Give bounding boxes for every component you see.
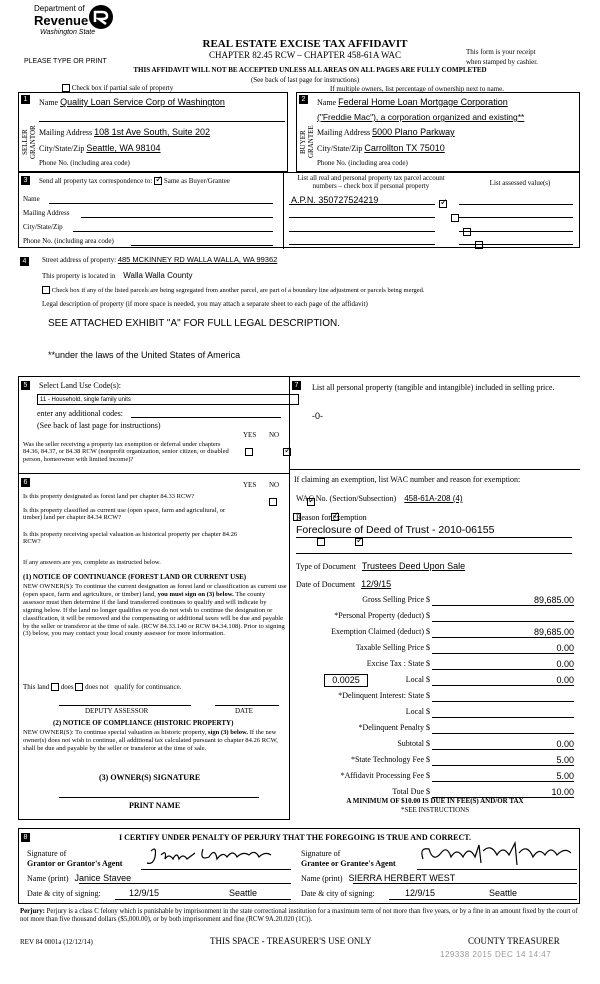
section-number-8: 8	[21, 833, 30, 842]
grantor-name-line	[79, 883, 291, 884]
seller-address-label: Mailing Address	[39, 128, 93, 137]
notice1-title: (1) NOTICE OF CONTINUANCE (FOREST LAND OR CURRENT USE)	[23, 573, 247, 581]
grantor-sig-label1: Signature of	[27, 849, 67, 858]
fee-row-excise-state-label: Excise Tax : State $	[366, 659, 430, 668]
deputy-date-label: DATE	[235, 707, 253, 715]
additional-codes-line	[131, 417, 281, 418]
notice1-text-a: NEW OWNER(S): To continue the current designation as forest land or classification as current use (open space, farm and agriculture, or timber) land,	[23, 583, 287, 598]
seller-phone-label: Phone No. (including area code)	[39, 159, 130, 167]
fee-row-total-value[interactable]: 10.00	[432, 787, 574, 798]
section-8-signatures	[18, 828, 580, 904]
fee-row-personal-label: *Personal Property (deduct) $	[334, 611, 430, 620]
doc-type-field[interactable]: Trustees Deed Upon Sale	[361, 561, 466, 571]
wac-label: WAC No. (Section/Subsection)	[296, 494, 397, 503]
grantor-name-label: Name (print)	[27, 874, 69, 883]
seller-name-field[interactable]: Quality Loan Service Corp of Washington	[60, 97, 225, 107]
receipt-note2: when stamped by cashier.	[466, 58, 538, 66]
grantor-name-row	[27, 873, 131, 883]
s6-q1-yes[interactable]	[269, 498, 277, 506]
corr-city-line	[73, 231, 273, 232]
buyer-address-row	[317, 127, 455, 137]
grantor-date-line	[115, 899, 291, 900]
doc-date-row	[296, 579, 391, 589]
fee-row-personal-value[interactable]	[432, 611, 574, 622]
seller-name-line2	[39, 121, 285, 122]
fee-row-delinq-penalty-label: *Delinquent Penalty $	[358, 723, 430, 732]
send-label: Send all property tax correspondence to:	[39, 177, 153, 185]
does-checkbox[interactable]	[51, 683, 59, 691]
grantor-date-label: Date & city of signing:	[27, 889, 101, 898]
fee-row-delinq-int-local-value[interactable]	[432, 707, 574, 718]
minimum-due-note: A MINIMUM OF $10.00 IS DUE IN FEE(S) AND/OR TAX	[346, 797, 524, 805]
parcel-personal-checkbox-4[interactable]	[475, 241, 483, 249]
wac-field[interactable]: 458-61A-208 (4)	[404, 494, 463, 503]
reason-line-2	[296, 553, 572, 554]
owner-signature-line[interactable]	[59, 797, 259, 798]
section-number-4: 4	[20, 257, 29, 266]
fee-row-tech-fee-label: *State Technology Fee $	[350, 755, 430, 764]
buyer-address-field[interactable]: 5000 Plano Parkway	[372, 127, 455, 137]
doc-date-field[interactable]: 12/9/15	[361, 579, 392, 589]
perjury-label: Perjury:	[20, 908, 45, 915]
segregated-row	[42, 286, 578, 294]
corr-name-label: Name	[23, 195, 40, 203]
under-laws-footnote: **under the laws of the United States of America	[48, 350, 241, 360]
multiple-owners-note: If multiple owners, list percentage of ownership next to name.	[330, 85, 504, 93]
parcel-personal-checkbox[interactable]	[439, 200, 447, 208]
section-number-2: 2	[299, 95, 308, 104]
s5-s6-divider	[19, 473, 289, 474]
receipt-note1: This form is your receipt	[466, 48, 536, 56]
partial-sale-label: Check box if partial sale of property	[71, 84, 174, 92]
doc-type-row	[296, 561, 465, 571]
perjury-text: Perjury is a class C felony which is punishable by imprisonment in the state correctional institution for a maximum term of not more than five years, or by a fine in an amount fixed by the court of not more than five thousand dollars ($5,000.00), or by both imprisonment and fine (RCW 9A.20.020 (1C)).	[20, 908, 578, 924]
section-4-property	[18, 252, 580, 372]
notice2-text-a: NEW OWNER(S): To continue special valuation as historic property,	[23, 729, 207, 736]
parcel-number-field[interactable]: A.P.N. 350727524219	[291, 195, 379, 205]
section-3-divider	[283, 173, 284, 249]
fee-row-subtotal-value[interactable]: 0.00	[432, 739, 574, 750]
parcel-line-3	[289, 231, 435, 232]
fee-row-exemption-value[interactable]: 89,685.00	[432, 627, 574, 638]
dept-line3: Washington State	[40, 29, 96, 36]
reason-field[interactable]: Foreclosure of Deed of Trust - 2010-06155	[296, 524, 495, 536]
section-5-6-left	[18, 376, 290, 820]
s6-if-yes: If any answers are yes, complete as instructed below.	[23, 559, 161, 566]
seller-city-label: City/State/Zip	[39, 144, 85, 153]
land-use-label: Select Land Use Code(s):	[39, 381, 121, 390]
segregated-label: Check box if any of the listed parcels are being segregated from another parcel, are part of a boundary line adjustment or parcels being merged.	[51, 287, 425, 294]
corr-phone-line	[131, 245, 273, 246]
grantee-date-label: Date & city of signing:	[301, 889, 375, 898]
buyer-address-label: Mailing Address	[317, 128, 371, 137]
assessed-line-4	[459, 244, 573, 245]
notice2-text-c: If the new owner(s) does not wish to continue, all additional tax calculated pursuant to chapter 84.26 RCW, shall be due and payable by the seller or transferor at the time of sale.	[23, 729, 278, 752]
section-number-7: 7	[292, 381, 301, 390]
street-row	[42, 256, 277, 265]
fee-row-gross-label: Gross Selling Price $	[362, 595, 430, 604]
notice2-text-b: sign (3) below.	[207, 729, 249, 736]
s7-divider	[290, 469, 580, 470]
buyer-city-label: City/State/Zip	[317, 144, 363, 153]
located-label: This property is located in	[42, 272, 116, 280]
notice1-text	[23, 583, 287, 638]
seller-name-row	[39, 97, 285, 107]
form-revision: REV 84 0001a (12/12/14)	[20, 938, 93, 946]
corr-mailing-line	[81, 217, 273, 218]
grantor-date-field[interactable]: 12/9/15	[129, 888, 160, 898]
certify-statement: I CERTIFY UNDER PENALTY OF PERJURY THAT THE FOREGOING IS TRUE AND CORRECT.	[119, 833, 472, 842]
parcel-personal-checkbox-2[interactable]	[451, 214, 459, 222]
perjury-note	[20, 908, 578, 925]
same-as-buyer-checkbox[interactable]	[154, 177, 162, 185]
local-rate-box[interactable]: 0.0025	[324, 674, 368, 687]
s5-question: Was the seller receiving a property tax exemption or deferral under chapters 84.36, 84.37, or 84.38 RCW (nonprofit organization, senior citizen, or disabled person, homeowner with limited income)?	[23, 441, 229, 463]
s5-yes-header: YES	[243, 431, 257, 439]
section-number-3: 3	[21, 176, 30, 185]
notice1-text-b: you must sign on (3) below.	[157, 590, 234, 598]
corr-mailing-label: Mailing Address	[23, 209, 70, 217]
grantee-date-line	[389, 899, 577, 900]
form-chapter: CHAPTER 82.45 RCW – CHAPTER 458-61A WAC	[209, 50, 401, 60]
type-or-print: PLEASE TYPE OR PRINT	[24, 58, 107, 65]
parcel-line-2	[289, 217, 435, 218]
legal-description[interactable]: SEE ATTACHED EXHIBIT "A" FOR FULL LEGAL DESCRIPTION.	[48, 318, 340, 329]
seller-city-field[interactable]: Seattle, WA 98104	[86, 143, 161, 153]
grantee-name-row	[301, 873, 455, 883]
date-line	[215, 705, 279, 706]
personal-property-value[interactable]: -0-	[312, 411, 323, 421]
grantee-sig-label1: Signature of	[301, 849, 341, 858]
grantee-name-field[interactable]: SIERRA HERBERT WEST	[348, 873, 456, 883]
fee-row-excise-state-value[interactable]: 0.00	[432, 659, 574, 670]
legal-label: Legal description of property (if more space is needed, you may attach a separate sheet to each page of the affidavit)	[42, 300, 368, 308]
does-not-label: does not	[85, 683, 109, 691]
s6-yes-header: YES	[243, 481, 257, 489]
reason-label: Reason for exemption	[296, 513, 367, 522]
send-correspondence	[39, 177, 230, 185]
does-label: does	[60, 683, 74, 691]
s6-no-header: NO	[269, 481, 280, 489]
fee-row-excise-local-value[interactable]: 0.00	[432, 675, 574, 686]
grantee-city-field[interactable]: Seattle	[489, 888, 518, 898]
section-number-6: 6	[21, 478, 30, 487]
section-number-1: 1	[21, 95, 30, 104]
buyer-name-row	[317, 97, 577, 107]
grantor-signature[interactable]	[143, 843, 283, 869]
fee-row-subtotal-label: Subtotal $	[397, 739, 430, 748]
notice2-text	[23, 729, 287, 753]
this-land-label: This land	[23, 683, 50, 691]
seller-name-label: Name	[39, 98, 59, 107]
s6-q1: Is this property designated as forest land per chapter 84.33 RCW?	[23, 493, 195, 500]
parcel-header: List all real and personal property tax parcel account numbers – check box if personal property	[297, 174, 445, 191]
assessed-line-1	[459, 204, 573, 205]
corr-city-label: City/State/Zip	[23, 223, 63, 231]
fee-row-processing-fee-label: *Affidavit Processing Fee $	[340, 771, 430, 780]
grantee-sig-label2: Grantee or Grantee's Agent	[301, 859, 396, 868]
buyer-name-label: Name	[317, 98, 337, 107]
grantor-name-field[interactable]: Janice Stavee	[74, 873, 132, 883]
treasurer-use-only: THIS SPACE - TREASURER'S USE ONLY	[210, 936, 372, 946]
section-2-buyer	[296, 92, 580, 172]
this-land-row	[23, 683, 181, 691]
notice1-text-c: The county assessor must then determine if the land transferred continues to qualify and will indicate by signing below. If the land no longer qualifies or you do not wish to continue the designation or classification, it will be removed and the compensating or additional taxes will be due and payable by the seller or transferor at the time of sale. (RCW 84.33.140 or RCW 84.34.108). Prior to signing (3) below, you may contact your local county assessor for more information.	[23, 590, 285, 638]
fee-row-delinq-int-local-label: Local $	[405, 707, 430, 716]
does-not-checkbox[interactable]	[75, 683, 83, 691]
fee-row-tech-fee-value[interactable]: 5.00	[432, 755, 574, 766]
form-title: REAL ESTATE EXCISE TAX AFFIDAVIT	[202, 38, 408, 50]
land-use-selected: 11 - Household, single family units	[40, 397, 131, 403]
personal-property-label: List all personal property (tangible and intangible) included in selling price.	[312, 383, 555, 392]
same-as-buyer-label: Same as Buyer/Grantee	[163, 177, 230, 185]
county-treasurer: COUNTY TREASURER	[468, 936, 560, 946]
dept-line1: Department of	[34, 4, 85, 13]
s5-no-header: NO	[269, 431, 280, 439]
section-7-right	[290, 376, 580, 820]
owner-print-name-label: PRINT NAME	[129, 801, 181, 810]
assessed-line-3	[459, 231, 573, 232]
dor-emblem-icon	[88, 4, 114, 30]
qualify-label: qualify for continuance.	[114, 683, 182, 691]
street-label: Street address of property:	[42, 256, 117, 264]
buyer-city-field[interactable]: Carrollton TX 75010	[364, 143, 445, 153]
fee-row-delinq-int-state-value[interactable]	[432, 691, 574, 702]
county-field[interactable]: Walla Walla County	[123, 271, 193, 280]
doc-date-label: Date of Document	[296, 580, 356, 589]
segregated-checkbox[interactable]	[42, 286, 50, 294]
grantee-signature[interactable]	[417, 839, 577, 869]
deputy-assessor-label: DEPUTY ASSESSOR	[85, 707, 149, 715]
s6-q2: Is this property classified as current use (open space, farm and agricultural, or timber) land per chapter 84.34 RCW?	[23, 507, 226, 522]
fee-row-gross-value[interactable]: 89,685.00	[432, 595, 574, 606]
corr-name-line	[49, 203, 273, 204]
parcel-personal-checkbox-3[interactable]	[463, 228, 471, 236]
seller-side-label: SELLER GRANTOR	[21, 125, 37, 159]
reason-line	[296, 537, 572, 538]
treasurer-stamp: 129338 2015 DEC 14 14:47	[440, 950, 552, 959]
exemption-label: If claiming an exemption, list WAC number and reason for exemption:	[294, 475, 521, 484]
seller-city-row	[39, 143, 161, 153]
fee-row-taxable-label: Taxable Selling Price $	[355, 643, 430, 652]
dor-logo	[34, 4, 114, 48]
buyer-phone-label: Phone No. (including area code)	[317, 159, 408, 167]
assessed-header: List assessed value(s)	[489, 179, 551, 187]
deputy-line	[59, 705, 191, 706]
section-3-correspondence	[18, 172, 580, 248]
seller-address-row	[39, 127, 210, 137]
section-1-seller	[18, 92, 288, 172]
s5-yes-checkbox[interactable]	[245, 448, 253, 456]
parcel-line-4	[289, 244, 435, 245]
parcel-line-1	[289, 204, 435, 205]
form-warning: THIS AFFIDAVIT WILL NOT BE ACCEPTED UNLESS ALL AREAS ON ALL PAGES ARE FULLY COMPLETED	[133, 66, 487, 74]
fee-row-processing-fee-value[interactable]: 5.00	[432, 771, 574, 782]
grantor-sig-label2: Grantor or Grantor's Agent	[27, 859, 123, 868]
dept-line2: Revenue	[34, 13, 89, 28]
grantee-sig-line	[417, 869, 577, 870]
fee-row-excise-local-label: Local $	[405, 675, 430, 684]
fee-row-delinq-int-state-label: *Delinquent Interest: State $	[338, 691, 430, 700]
notice2-title: (2) NOTICE OF COMPLIANCE (HISTORIC PROPERTY)	[53, 719, 234, 727]
see-instructions: *SEE INSTRUCTIONS	[400, 806, 470, 814]
grantor-sig-line	[141, 869, 291, 870]
located-row	[42, 271, 192, 280]
grantee-date-field[interactable]: 12/9/15	[405, 888, 436, 898]
land-use-select[interactable]	[37, 394, 299, 405]
grantee-name-line	[353, 883, 577, 884]
buyer-city-row	[317, 143, 445, 153]
land-use-see-back: (See back of last page for instructions)	[37, 421, 161, 430]
doc-type-label: Type of Document	[296, 562, 356, 571]
fee-row-delinq-penalty-value[interactable]	[432, 723, 574, 734]
buyer-name-field2[interactable]: ("Freddie Mac"), a corporation organized and existing**	[317, 112, 525, 122]
street-field[interactable]: 485 MCKINNEY RD WALLA WALLA, WA 99362	[117, 255, 278, 264]
buyer-name-field[interactable]: Federal Home Loan Mortgage Corporation	[338, 97, 508, 107]
see-back: (See back of last page for instructions)	[250, 76, 360, 84]
fee-row-taxable-value[interactable]: 0.00	[432, 643, 574, 654]
owner-signature-label: (3) OWNER(S) SIGNATURE	[99, 773, 201, 782]
grantor-city-field[interactable]: Seattle	[229, 888, 258, 898]
section-number-5: 5	[21, 381, 30, 390]
fee-row-exemption-label: Exemption Claimed (deduct) $	[331, 627, 430, 636]
corr-phone-label: Phone No. (including area code)	[23, 237, 114, 245]
wac-row	[296, 494, 462, 503]
grantee-name-label: Name (print)	[301, 874, 343, 883]
seller-address-field[interactable]: 108 1st Ave South, Suite 202	[94, 127, 211, 137]
buyer-side-label: BUYER GRANTEE	[299, 125, 315, 159]
s6-q3: Is this property receiving special valuation as historical property per chapter 84.26 RCW?	[23, 531, 238, 546]
additional-codes-label: enter any additional codes:	[37, 409, 123, 418]
fee-row-total-label: Total Due $	[392, 787, 430, 796]
assessed-line-2	[459, 217, 573, 218]
